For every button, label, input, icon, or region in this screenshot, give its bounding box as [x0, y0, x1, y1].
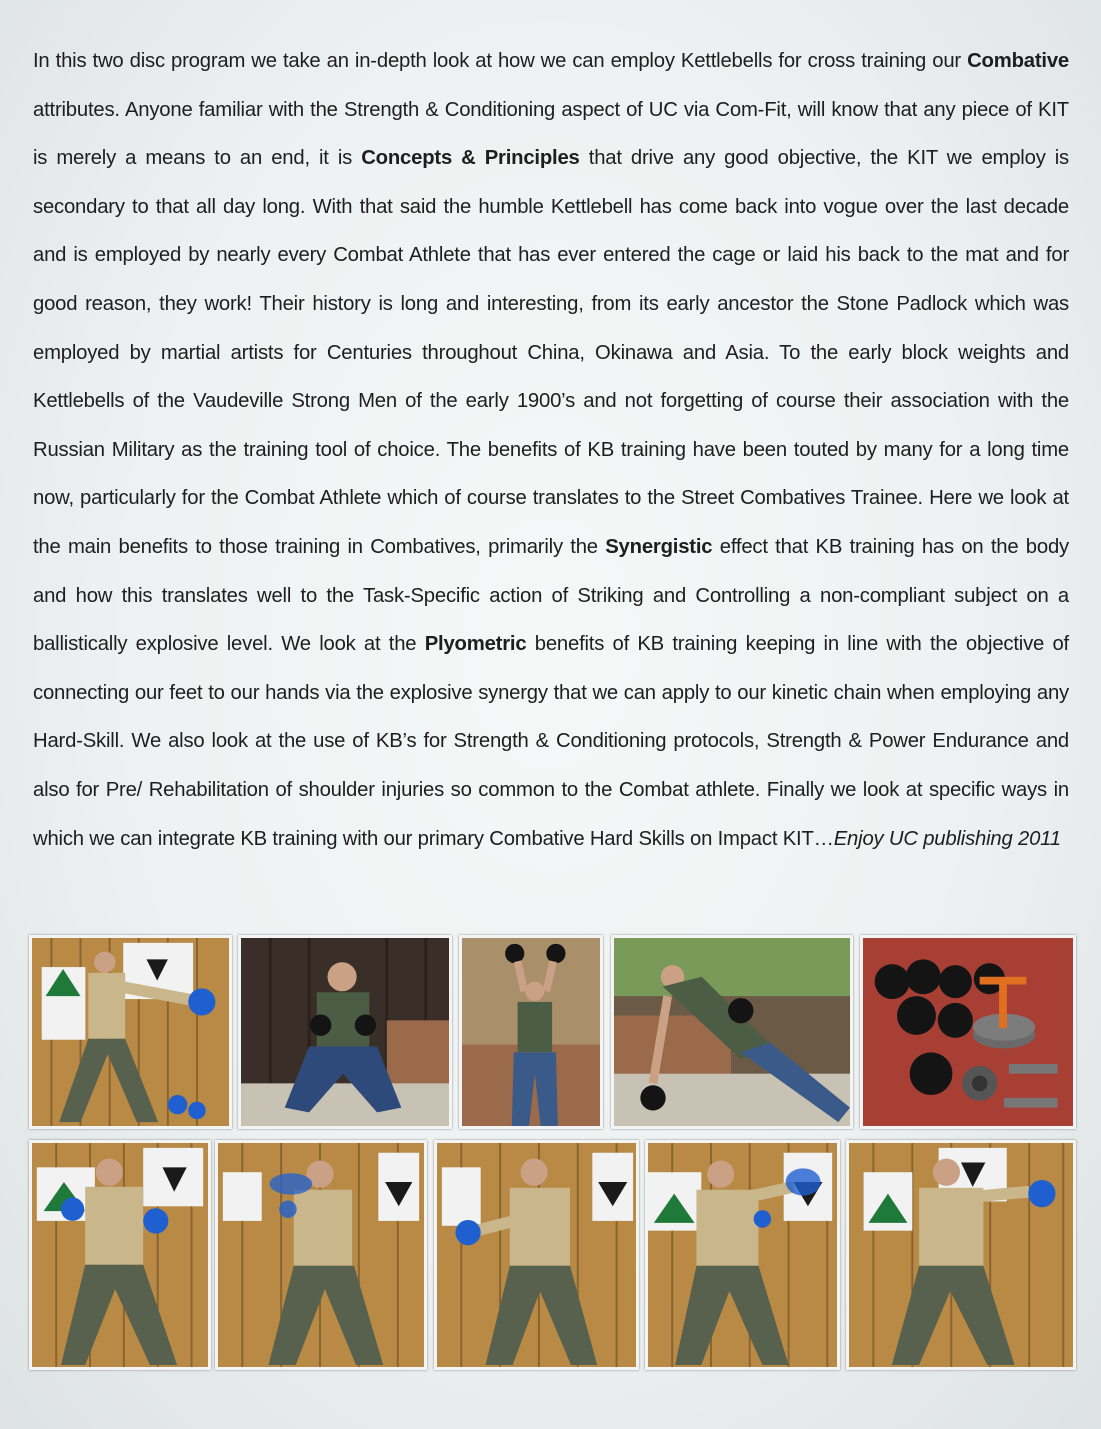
- body-text-part: In this two disc program we take an in-depth look at how we can employ Kettlebells for cross training our: [33, 50, 968, 72]
- bold-term-synergistic: Synergistic: [605, 535, 713, 558]
- photo-low-swing: [434, 1140, 639, 1370]
- photo-guard-double: [29, 1140, 211, 1370]
- body-text-part: that drive any good objective, the KIT we employ is secondary to that all day long. With that said the humble Kettlebell has come back into vogue over the last decade and is employed by nearly every Combat Athlete that has ever entered the cage or laid his back to the mat and for good reason, they work! Their history is long and interesting, from its early ancestor the Stone Padlock which was employed by martial artists for Centuries throughout China, Okinawa and Asia. To the early block weights and Kettlebells of the Vaudeville Strong Men of the early 1900’s and not forgetting of course their association with the Russian Military as the training tool of choice. The benefits of KB training have been touted by many for a long time now, particularly for the Combat Athlete which of course translates to the Street Combatives Trainee. Here we look at the main benefits to those training in Combatives, primarily the: [33, 147, 1069, 558]
- photo-fence-swing: [29, 935, 232, 1129]
- bold-term-concepts: Concepts & Principles: [361, 147, 580, 170]
- photo-overhead-press: [459, 935, 603, 1129]
- body-copy: [33, 37, 1069, 863]
- photo-goblet-squat: [238, 935, 452, 1129]
- photo-cross-blur: [645, 1140, 840, 1370]
- body-text-part: benefits of KB training keeping in line with the objective of connecting our feet to our hands via the explosive synergy that we can apply to our kinetic chain when employing any Hard-Skill. We also look at the use of KB’s for Strength & Conditioning protocols, Strength & Power Endurance and also for Pre/ Rehabilitation of shoulder injuries so common to the Combat athlete. Finally we look at specific ways in which we can integrate KB training with our primary Combative Hard Skills on Impact KIT…: [33, 633, 1069, 850]
- bold-term-plyometric: Plyometric: [424, 633, 527, 656]
- signoff: Enjoy UC publishing 2011: [833, 827, 1061, 850]
- body-text-part: effect that KB training has on the body and how this translates well to the Task-Specific action of Striking and Controlling a non-compliant subject on a ballistically explosive level. We look at the: [33, 535, 1069, 656]
- photo-straight-punch: [846, 1140, 1076, 1370]
- photo-side-plank-row: [611, 935, 853, 1129]
- body-text-part: attributes. Anyone familiar with the Strength & Conditioning aspect of UC via Com-Fit, will know that any piece of KIT is merely a means to an end, it is: [33, 98, 1069, 170]
- bold-term-combative: Combative: [967, 50, 1069, 72]
- photo-kettlebells-pile: [860, 935, 1076, 1129]
- photo-hook-blur: [215, 1140, 427, 1370]
